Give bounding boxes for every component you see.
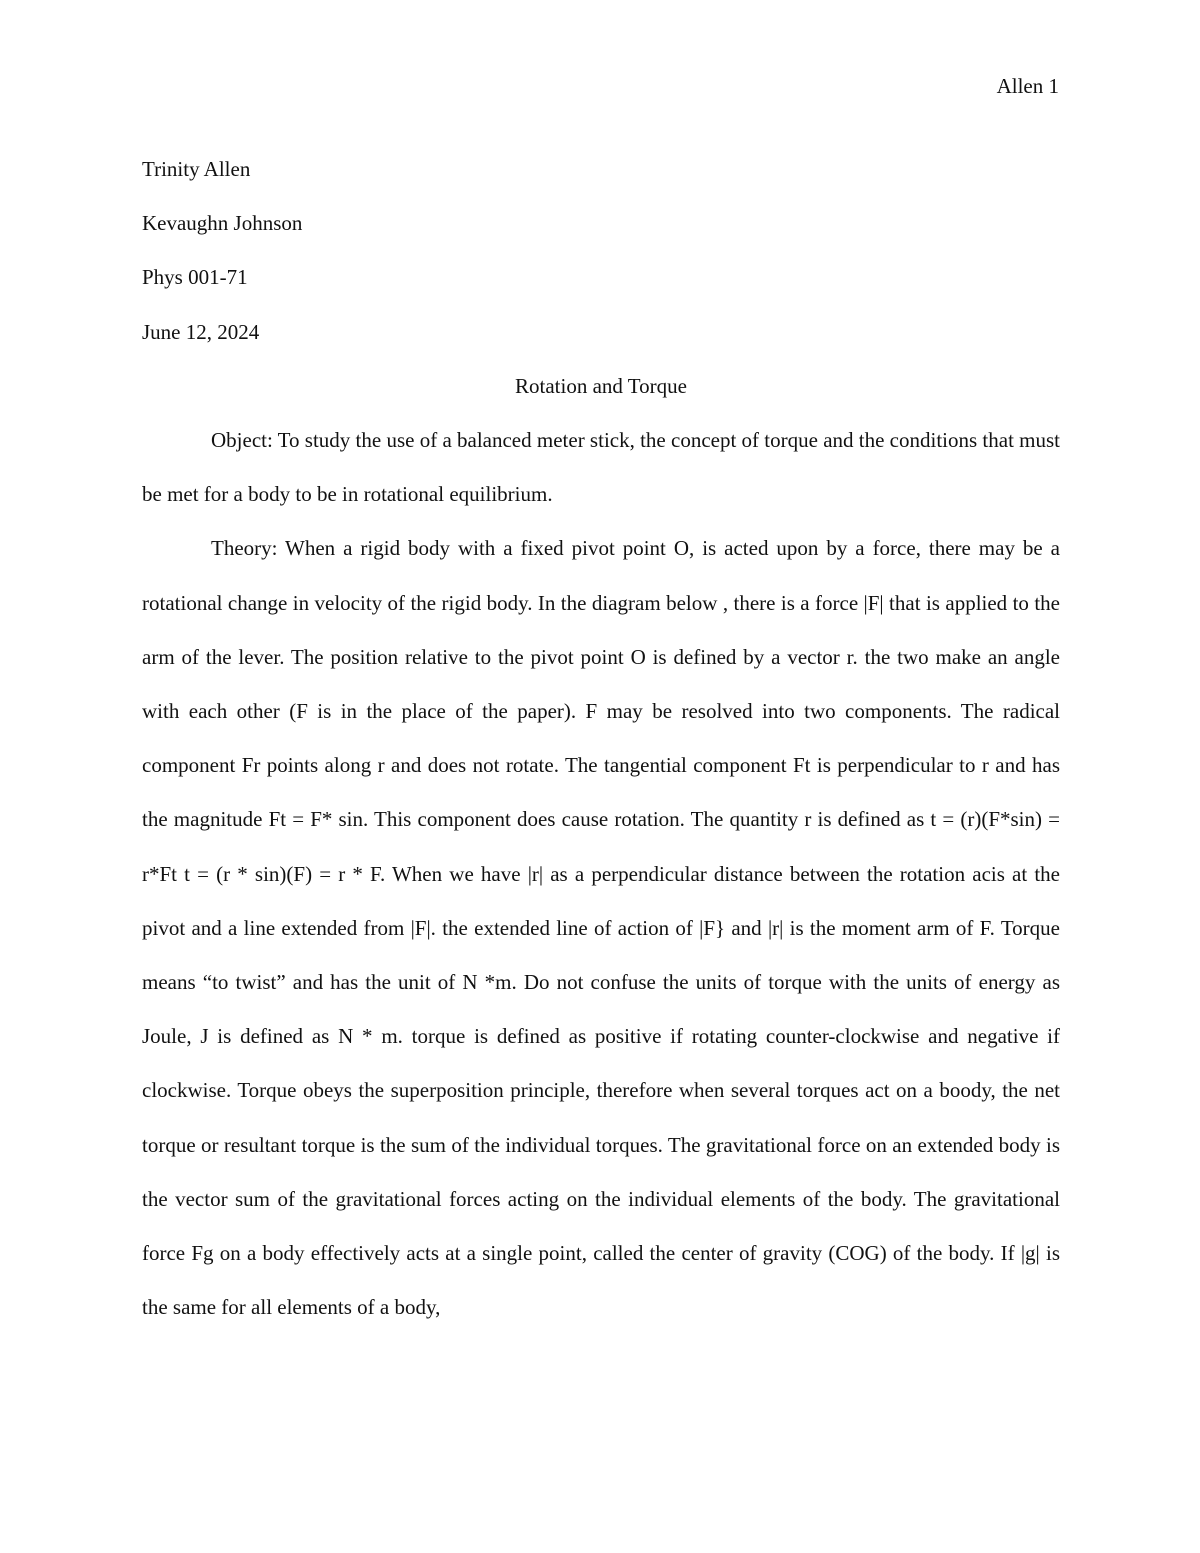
theory-paragraph: Theory: When a rigid body with a fixed pivot point O, is acted upon by a force, there may be a rotational change in velocity of the rigid body. In the diagram below , there is a force |F| that is applied to the arm of the lever. The position relative to the pivot point O is defined by a vector r. the two make an angle with each other (F is in the place of the paper). F may be resolved into two components. The radical component Fr points along r and does not rotate. The tangential component Ft is perpendicular to r and has the magnitude Ft = F* sin. This component does cause rotation. The quantity r is defined as t = (r)(F*sin) = r*Ft t = (r * sin)(F) = r * F. When we have |r| as a perpendicular distance between the rotation acis at the pivot and a line extended from |F|. the extended line of action of |F} and |r| is the moment arm of F. Torque means “to twist” and has the unit of N *m. Do not confuse the units of torque with the units of energy as Joule, J is defined as N * m. torque is defined as positive if rotating counter-clockwise and negative if clockwise. Torque obeys the superposition principle, therefore when several torques act on a boody, the net torque or resultant torque is the sum of the individual torques. The gravitational force on an extended body is the vector sum of the gravitational forces acting on the individual elements of the body. The gravitational force Fg on a body effectively acts at a single point, called the center of gravity (COG) of the body. If |g| is the same for all elements of a body, — [142, 536, 1060, 1320]
document-date: June 12, 2024 — [142, 319, 260, 344]
object-paragraph: Object: To study the use of a balanced meter stick, the concept of torque and the conditions that must be met for a body to be in rotational equilibrium. — [142, 428, 1060, 507]
course-name: Phys 001-71 — [142, 265, 248, 290]
document-body — [142, 142, 1060, 1334]
running-head: Allen 1 — [996, 74, 1059, 98]
document-title: Rotation and Torque — [515, 373, 687, 398]
author-name: Trinity Allen — [142, 157, 251, 181]
partner-name: Kevaughn Johnson — [142, 211, 303, 236]
